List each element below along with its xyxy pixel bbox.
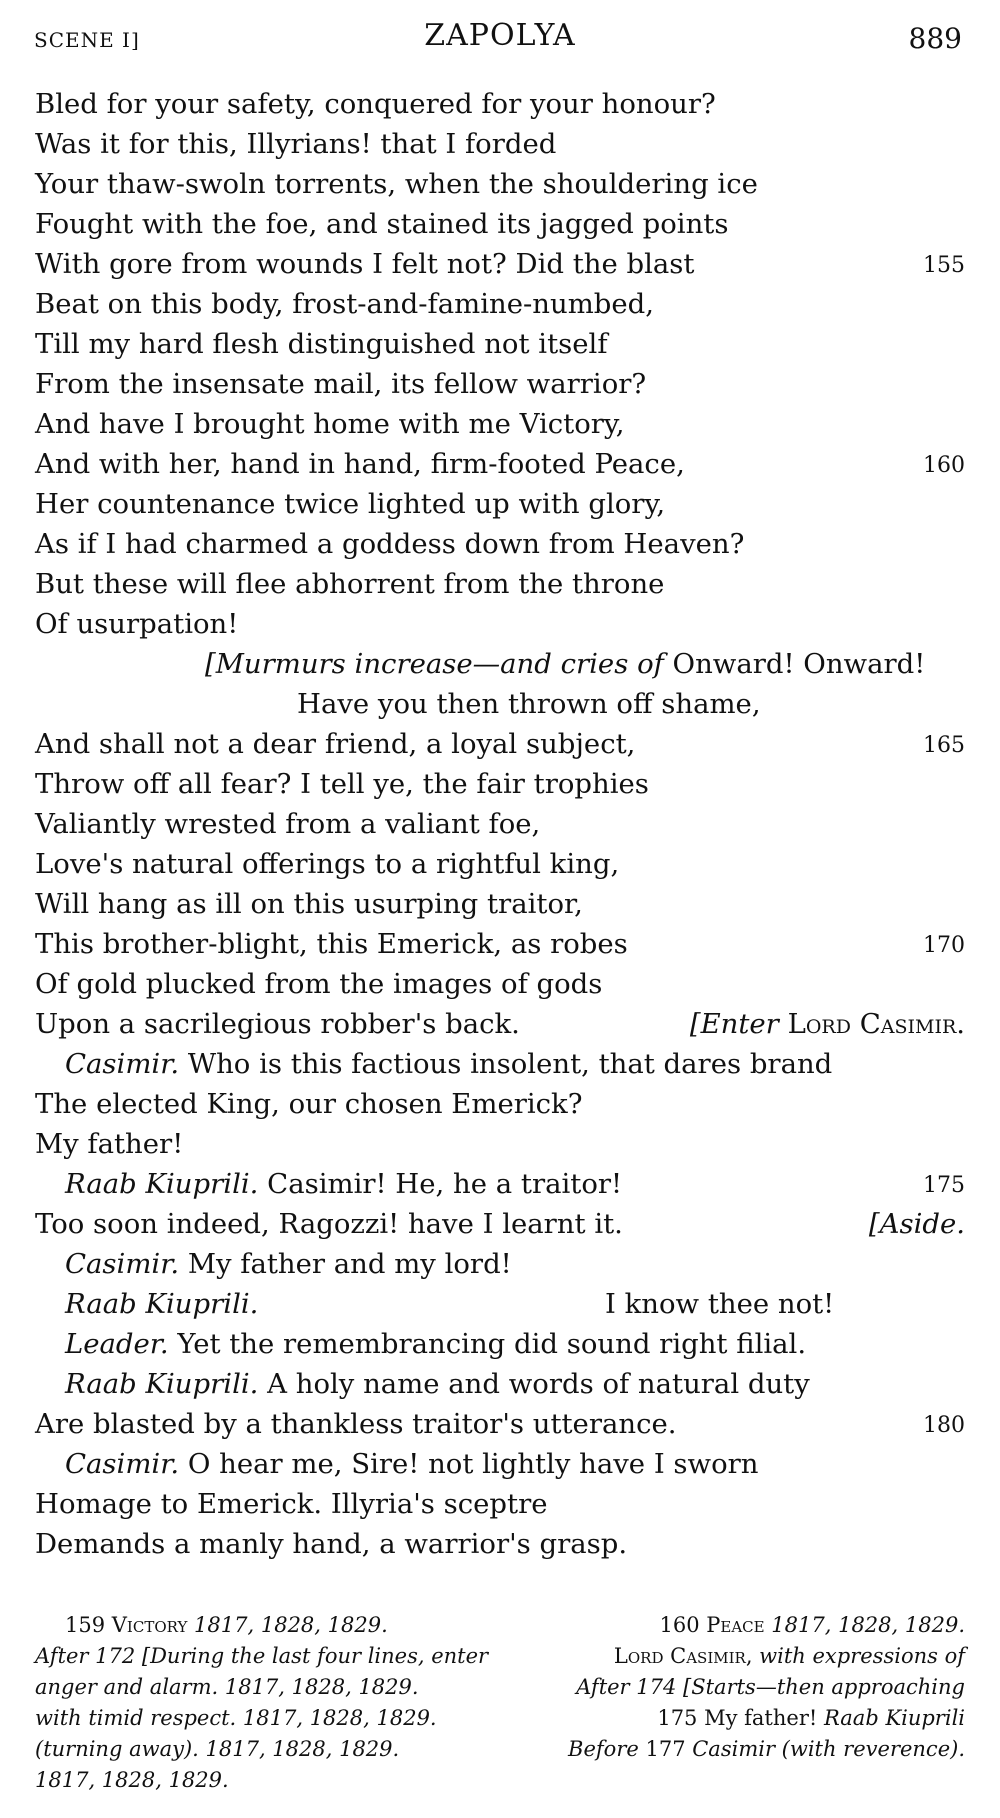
verse-text — [35, 84, 965, 1564]
verse-line: And have I brought home with me Victory, — [35, 408, 625, 440]
verse-line: Demands a manly hand, a warrior's grasp. — [35, 1528, 628, 1560]
speech-line: Casimir. Who is this factious insolent, that dares brand — [65, 1048, 833, 1080]
stage-direction: [Aside. — [868, 1208, 965, 1240]
running-header — [34, 18, 966, 58]
verse-line: Have you then thrown off shame, — [297, 688, 761, 720]
verse-line: My father! — [35, 1128, 184, 1160]
verse-line: Was it for this, Illyrians! that I forded — [35, 128, 557, 160]
verse-line: Love's natural offerings to a rightful king, — [35, 848, 620, 880]
verse-line: This brother-blight, this Emerick, as robes 170 — [35, 924, 965, 964]
speaker-name: Casimir. — [65, 1448, 180, 1480]
speaker-name: Leader. — [65, 1328, 169, 1360]
verse-line: But these will flee abhorrent from the throne — [35, 568, 665, 600]
verse-line: Are blasted by a thankless traitor's utterance. 180 — [35, 1404, 965, 1444]
verse-line: The elected King, our chosen Emerick? — [35, 1088, 583, 1120]
verse-line: Till my hard flesh distinguished not itself — [35, 328, 608, 360]
speaker-name: Raab Kiuprili. — [65, 1168, 259, 1200]
speech-line: Raab Kiuprili. A holy name and words of natural duty — [65, 1368, 810, 1400]
verse-line: As if I had charmed a goddess down from Heaven? — [35, 528, 745, 560]
verse-line: With gore from wounds I felt not? Did the blast 155 — [35, 244, 965, 284]
line-number: 170 — [923, 933, 965, 958]
stage-direction: [Murmurs increase—and cries of Onward! Onward! — [205, 648, 926, 680]
verse-line: Valiantly wrested from a valiant foe, — [35, 808, 541, 840]
footnote-row: 1817, 1828, 1829. — [35, 1768, 229, 1792]
verse-line: Her countenance twice lighted up with glory, — [35, 488, 666, 520]
footnote-row: anger and alarm. 1817, 1828, 1829. After 174 [Starts—then approaching — [35, 1675, 965, 1699]
line-number: 155 — [923, 253, 965, 278]
line-number: 160 — [923, 453, 965, 478]
verse-line: Throw off all fear? I tell ye, the fair trophies — [35, 768, 649, 800]
page-title: ZAPOLYA — [424, 18, 576, 53]
speech-line: Casimir. My father and my lord! — [65, 1248, 512, 1280]
footnote-row: with timid respect. 1817, 1828, 1829. 175 My father! Raab Kiuprili — [35, 1706, 965, 1730]
line-number: 175 — [923, 1173, 965, 1198]
footnote-row: 159 Victory 1817, 1828, 1829. 160 Peace 1817, 1828, 1829. — [65, 1613, 965, 1637]
scene-label: SCENE I] — [34, 28, 140, 52]
verse-line: Upon a sacrilegious robber's back. [Enter Lord Casimir. — [35, 1004, 965, 1044]
footnotes — [35, 1610, 965, 1796]
verse-line: Of usurpation! — [35, 608, 239, 640]
stage-direction: [Enter Lord Casimir. — [689, 1008, 965, 1040]
verse-line: Beat on this body, frost-and-famine-numbed, — [35, 288, 655, 320]
verse-line: Too soon indeed, Ragozzi! have I learnt it. [Aside. — [35, 1204, 965, 1244]
footnote-row: (turning away). 1817, 1828, 1829. Before 177 Casimir (with reverence). — [35, 1737, 965, 1761]
verse-line: Of gold plucked from the images of gods — [35, 968, 603, 1000]
verse-line: Fought with the foe, and stained its jagged points — [35, 208, 729, 240]
speech-line: Raab Kiuprili. I know thee not! — [65, 1288, 835, 1320]
verse-line: Bled for your safety, conquered for your honour? — [35, 88, 716, 120]
line-number: 180 — [923, 1413, 965, 1438]
speech-line: Raab Kiuprili. Casimir! He, he a traitor! 175 — [35, 1164, 965, 1204]
verse-line: From the insensate mail, its fellow warrior? — [35, 368, 647, 400]
speaker-name: Casimir. — [65, 1048, 180, 1080]
verse-line: Homage to Emerick. Illyria's sceptre — [35, 1488, 548, 1520]
verse-line: Will hang as ill on this usurping traitor, — [35, 888, 583, 920]
line-number: 165 — [923, 733, 965, 758]
page-number: 889 — [908, 22, 962, 55]
speech-line: Casimir. O hear me, Sire! not lightly have I sworn — [65, 1448, 759, 1480]
verse-line: And shall not a dear friend, a loyal subject, 165 — [35, 724, 965, 764]
verse-line: And with her, hand in hand, firm-footed Peace, 160 — [35, 444, 965, 484]
speech-line: Leader. Yet the remembrancing did sound right filial. — [65, 1328, 807, 1360]
speaker-name: Casimir. — [65, 1248, 180, 1280]
footnote-row: After 172 [During the last four lines, enter Lord Casimir, with expressions of — [35, 1644, 965, 1668]
verse-line: Your thaw-swoln torrents, when the shouldering ice — [35, 168, 758, 200]
speaker-name: Raab Kiuprili. — [65, 1368, 259, 1400]
speaker-name: Raab Kiuprili. — [65, 1288, 259, 1320]
